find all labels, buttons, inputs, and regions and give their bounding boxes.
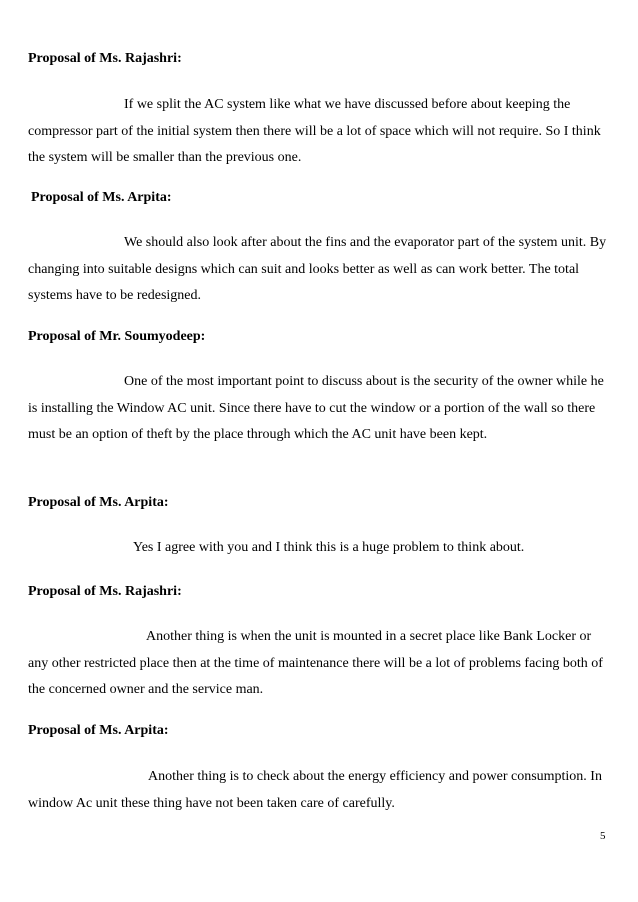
section-heading: Proposal of Ms. Rajashri: [28,51,182,66]
section-paragraph: One of the most important point to discuss about is the security of the owner while he is installing the Window AC unit. Since there have to cut the window or a portion of the wall so there must be an option of theft by the place through which the AC unit have been kept. [28,374,604,443]
section-heading: Proposal of Ms. Arpita: [28,723,169,738]
section-heading: Proposal of Ms. Rajashri: [28,584,182,599]
section-paragraph: If we split the AC system like what we have discussed before about keeping the compressor part of the initial system then there will be a lot of space which will not require. So I think the system will be smaller than the previous one. [28,97,601,166]
section-heading: Proposal of Ms. Arpita: [28,495,169,510]
section-paragraph: Another thing is when the unit is mounted in a secret place like Bank Locker or any other restricted place then at the time of maintenance there will be a lot of problems facing both of the concerned owner and the service man. [28,629,603,698]
section-paragraph: We should also look after about the fins and the evaporator part of the system unit. By changing into suitable designs which can suit and looks better as well as can work better. The total systems have to be redesigned. [28,235,607,304]
page-number: 5 [600,830,606,842]
section-paragraph: Yes I agree with you and I think this is a huge problem to think about. [133,540,525,555]
section-heading: Proposal of Mr. Soumyodeep: [28,329,206,344]
section-heading: Proposal of Ms. Arpita: [31,190,172,205]
section-paragraph: Another thing is to check about the energy efficiency and power consumption. In window Ac unit these thing have not been taken care of carefully. [28,769,602,811]
